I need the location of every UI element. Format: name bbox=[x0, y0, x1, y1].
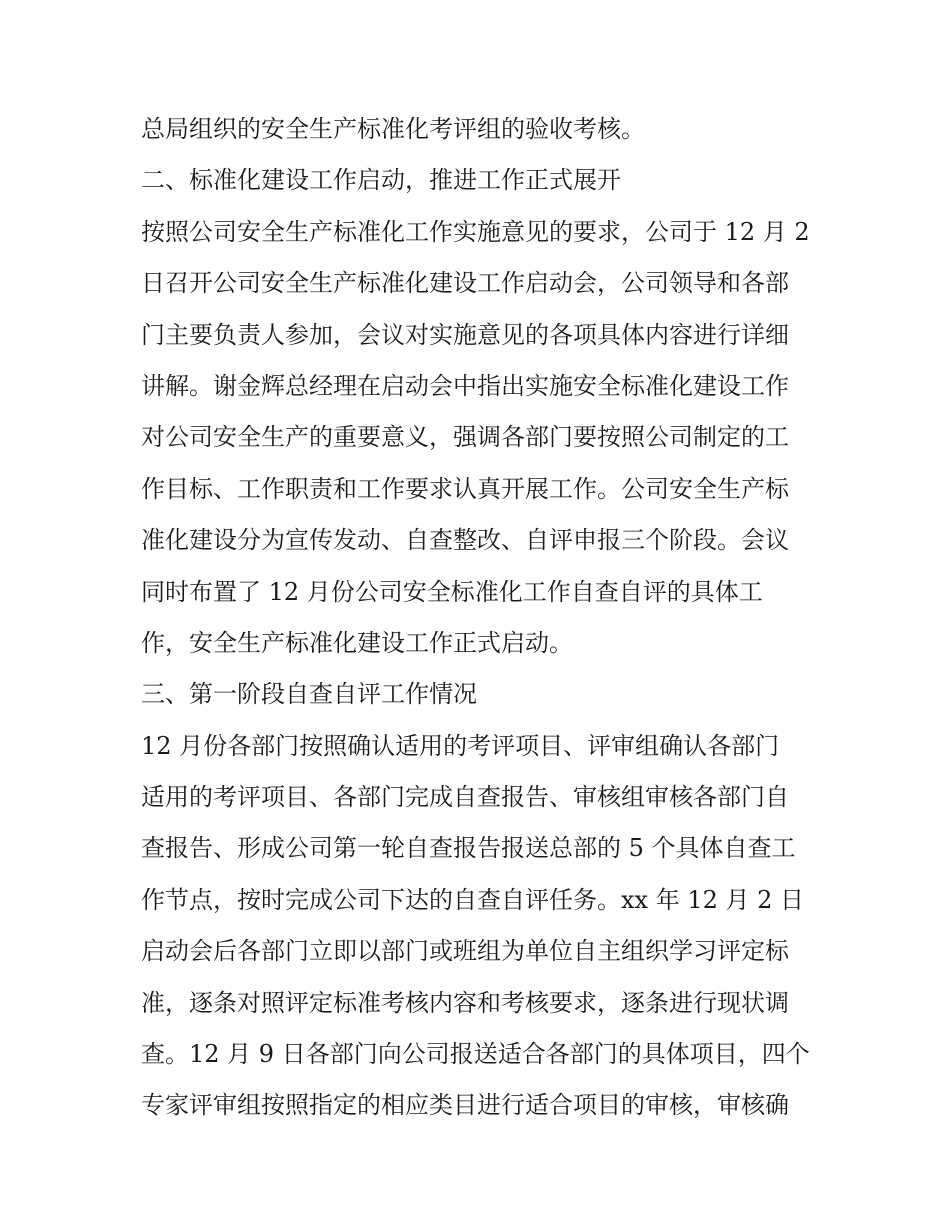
text-line: 启动会后各部门立即以部门或班组为单位自主组织学习评定标 bbox=[141, 937, 789, 966]
text-line: 日召开公司安全生产标准化建设工作启动会，公司领导和各部 bbox=[141, 269, 789, 298]
text-line: 总局组织的安全生产标准化考评组的验收考核。 bbox=[141, 115, 645, 143]
text-line: 作，安全生产标准化建设工作正式启动。 bbox=[141, 628, 573, 657]
text-line: 讲解。谢金辉总经理在启动会中指出实施安全标准化建设工作 bbox=[141, 371, 789, 400]
text-line: 查报告、形成公司第一轮自查报告报送总部的 5 个具体自查工 bbox=[141, 834, 796, 863]
section-heading: 二、标准化建设工作启动，推进工作正式展开 bbox=[141, 166, 621, 195]
text-line: 查。12 月 9 日各部门向公司报送适合各部门的具体项目，四个 bbox=[141, 1040, 810, 1069]
text-line: 同时布置了 12 月份公司安全标准化工作自查自评的具体工 bbox=[141, 577, 763, 606]
text-line: 作目标、工作职责和工作要求认真开展工作。公司安全生产标 bbox=[141, 474, 789, 503]
text-line: 适用的考评项目、各部门完成自查报告、审核组审核各部门自 bbox=[141, 783, 789, 812]
text-line: 作节点，按时完成公司下达的自查自评任务。xx 年 12 月 2 日 bbox=[141, 885, 805, 914]
document-body-text bbox=[141, 104, 821, 1132]
text-line: 12 月份各部门按照确认适用的考评项目、评审组确认各部门 bbox=[141, 731, 780, 760]
text-line: 专家评审组按照指定的相应类目进行适合项目的审核，审核确 bbox=[141, 1091, 789, 1120]
text-line: 按照公司安全生产标准化工作实施意见的要求，公司于 12 月 2 bbox=[141, 217, 810, 246]
section-heading: 三、第一阶段自查自评工作情况 bbox=[141, 680, 477, 709]
text-line: 对公司安全生产的重要意义，强调各部门要按照公司制定的工 bbox=[141, 423, 789, 452]
text-line: 准，逐条对照评定标准考核内容和考核要求，逐条进行现状调 bbox=[141, 988, 789, 1017]
text-line: 门主要负责人参加，会议对实施意见的各项具体内容进行详细 bbox=[141, 320, 789, 349]
text-line: 准化建设分为宣传发动、自查整改、自评申报三个阶段。会议 bbox=[141, 526, 789, 555]
